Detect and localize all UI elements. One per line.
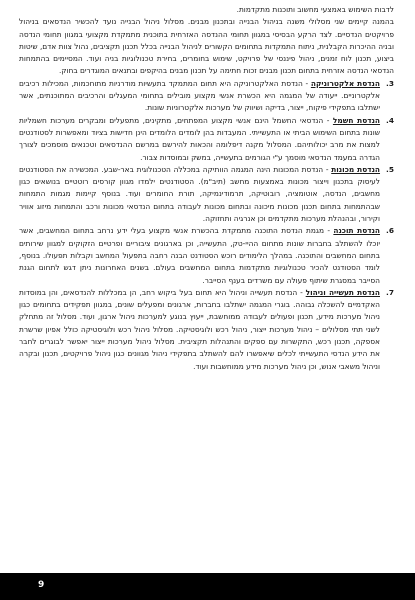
program-list — [19, 78, 394, 373]
list-item — [19, 225, 394, 286]
item-number: 3. — [386, 78, 394, 88]
item-number: 5. — [386, 164, 394, 174]
item-title: הנדסת תוכנה — [333, 226, 380, 236]
item-title: הנדסת חשמל — [332, 115, 381, 125]
list-item — [19, 78, 394, 115]
item-text: - מגמת הנדסת התוכנה מתמקדת בהכשרת אנשי מקצוע בעלי ידע נרחב בתחום המחשבים, אשר יוכלו להשתלב בחברות שונות מתחום ההיי-טק, התעשייה, וכן בארגונים ציבוריים ופרטיים הזקוקים למגוון שירותים בתחום המחשבים והתוכנה. במהלך הלימודים רוכש הסטודנט הבנה רחבה בתפעול המחשב וקבלות תפעולו. בנוסף, לומד הסטודנט להכיר טכנולוגיות מתקדמות בתחום המחשבים בעולם. בשנים האחרונות ניתן דגש לתחום הגנת הסייבר במסגרת שיתוף פעולה עם משרדים בענף הסייבר. — [19, 226, 380, 285]
page-number: 9 — [38, 580, 45, 590]
list-item — [19, 115, 394, 164]
item-title: הנדסת מכונות — [331, 164, 381, 174]
item-text: - הנדסת המכונות הינה המגמה הוותיקה במכללה הטכנולוגית באר-שבע. המכשירה את הסטודנטים לעיסוק בתכנון וייצור מכונות באמצעות מחשב (תיב"מ). הסטודנטים ילמדו מגוון קורסים רוטטיים בנושאים כגון מחשבים, הנדסה, אוטומציה, רובוטיקה, תרמודינמיקה, תורת החומרים ועוד. בנוסף קיימות מגמות התמחות שבהתמחות בתחום תכנון מכונות מיכונה ובתחום מכונות לעבודה בתחום הנדסאי מכונות ורכב והתמחות מיזוג אוויר וקירור, ובהנהלת מערכות מתקדמים וכן אנרגיה ותחזוקה. — [19, 164, 380, 224]
document-body — [19, 4, 394, 373]
list-item — [19, 164, 394, 225]
item-text: - הנדסת תעשייה וניהול היא תחום בעל ביקוש רחב, הן במכללות להנדסאים, והן במוסדות האקדמיים להשכלה גבוהה. בוגרי המגמה ישתלבו בחברות, ארגונים ומפעלים שונים, במגוון תפקידים בתחומים כגון ניהול מערכות מידע, תכנון ופעולים לעבודה ממוחשבת, ייעוץ בנוגע למערכות ניהול ארגון, ועוד. מסלול זה מתחלק לשני תתי מסלולים – ניהול מערכות ייצור, ניהול רכש ולוגיסטיקה. מסלול ניהול רכש ולוגיסטיקה כולל אפיון שרשרת אספקה, תכנון רכש, התקשרות עם ספקים והתנהלות תקציבית. מסלול ניהול מערכות ייצור יאפשר לבוגרים לחבר את הידע הנדסי התעשייתי לכלים שיאפשרו להם להשתלב בתפקידי ניהול מגוונים כגון ניהול פרויקטים, תכנון ובקרה וניהול משאבי אנוש, וכן ניהול מערכות מידע ממוחשבות ועוד. — [19, 287, 380, 371]
item-number: 6. — [386, 226, 394, 236]
item-number: 4. — [386, 115, 394, 125]
item-text: - הנדסאי החשמל הינם אנשי מקצוע המפתחים, מתקינים, מתפעלים ומבקרים מערכות חשמליות שונות בתחום השימוש הביתי או התעשייתי. המעבדות בהן לומדים הלומדים הינן חדישות בציוד ומאפשרות לסטודנטים למצות את מרב יכולותיהם. המסלול מקנה דיפלומה והכאות להירשם במרשם ההנדסאים וטכנאים מוסמכים לצורך הגדרה במעמד הנדסאי מוסמך ע"י הגורמים בתעשייה, במשק ובמוסדות צבור. — [19, 115, 380, 162]
intro-paragraph: בהמנה קיימים שני מסלולי משנה בניהול הבנייה ובתכנון מבנים. מסלול ניהול הבנייה נועד להכשיר הנדסאים בניהול פרויקטים הנדסיים. לצד הרקע הבסיסי במגוון תחומי ההנדסה האזרחית בתוכנית מתמקדת מקצועי במגוון תחומי הנדסה ובניה ההיכרות הקבלנית, ניתוח התמקדות בתחומים הקשורים לניהול הבנייה בכלל תכנון תקציבים, נהול צוות אדם, שיטות ביצוע, תכנון לוח זמנים, ניהול פיננסי של פרויקט, שימוש בחומרים, בחירת טכנולוגיות בניה ועוד. המסיימים בהתמחות הנדסאי הנדסה אזרחית בתחום תכנון מבנים זכות חתימה על תכנון מבנים בהיקפים ובתנאים המוגדרים בחוק. — [19, 17, 394, 76]
item-title: הנדסת אלקטרוניקה — [310, 78, 380, 88]
item-number: 7. — [386, 287, 394, 297]
page-footer-bar — [0, 573, 415, 600]
item-title: הנדסת תעשייה וניהול — [305, 287, 380, 297]
item-text: - הנדסת האלקטרוניקה היא תחום המתמקד בתעשיות מודרניות מתוחכמות, המכילות רכיבים אלקטרוניים. ייעודה של המגמה היא הכשרת אנשי מקצוע מובילים בתחומי המעגלים והרכיבים המתוכנתים, אשר ישתלבו בתפקידי פיקוח, ייצור, בדיקה ושיווק של מערכות אלקטרוניות שונות. — [19, 78, 380, 113]
intro-line: לדבות השימוש באמצעי מחשוב ותוכנות מתקדמות. — [236, 5, 394, 14]
list-item — [19, 287, 394, 373]
